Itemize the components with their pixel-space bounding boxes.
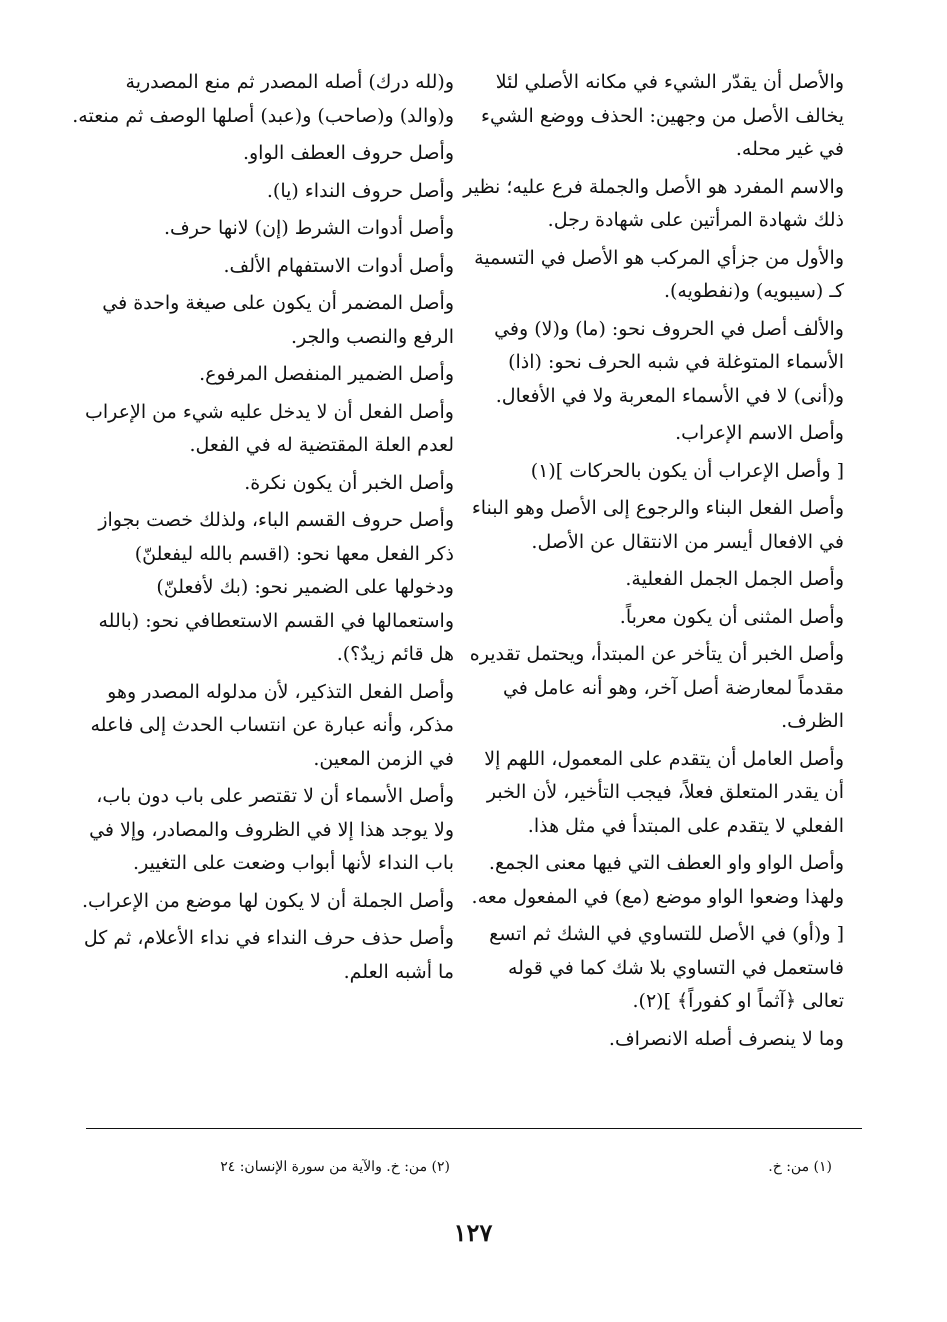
paragraph: وأصل حروف النداء (يا). (266, 179, 454, 202)
left-text-column (72, 66, 454, 993)
paragraph: [ وأصل الإعراب أن يكون بالحركات ](١) (530, 459, 844, 482)
paragraph: و(لله درك) أصله المصدر ثم منع المصدرية و(والد) و(صاحب) و(عبد) أصلها الوصف ثم منعته. (72, 71, 454, 127)
footnote-1: (١) من: خ. (768, 1159, 832, 1175)
paragraph: والاسم المفرد هو الأصل والجملة فرع عليه؛ نظير ذلك شهادة المرأتين على شهادة رجل. (463, 175, 844, 231)
paragraph: وأصل المضمر أن يكون على صيغة واحدة في الرفع والنصب والجر. (102, 292, 454, 348)
paragraph: وأصل الواو واو العطف التي فيها معنى الجمع. ولهذا وضعوا الواو موضع (مع) في المفعول معه. (471, 852, 844, 908)
paragraph: وأصل الجمل الجمل الفعلية. (625, 568, 844, 590)
paragraph: وأصل الاسم الإعراب. (675, 422, 844, 444)
paragraph: وأصل حذف حرف النداء في نداء الأعلام، ثم كل ما أشبه العلم. (83, 927, 454, 983)
paragraph: وأصل الضمير المنفصل المرفوع. (199, 363, 454, 385)
paragraph: [ و(أو) في الأصل للتساوي في الشك ثم اتسع فاستعمل في التساوي بلا شك كما في قوله تعالى ﴿آثماً او كفوراً﴾ ](٢). (489, 923, 844, 1012)
paragraph: وأصل أدوات الشرط (إن) لانها حرف. (163, 217, 454, 239)
paragraph: وأصل المثنى أن يكون معرباً. (619, 605, 844, 628)
paragraph: وأصل الخبر أن يتأخر عن المبتدأ، ويحتمل تقديره مقدماً لمعارضة أصل آخر، وهو أنه عامل في الظرف. (469, 643, 844, 732)
paragraph: وأصل الجملة أن لا يكون لها موضع من الإعراب. (81, 889, 454, 912)
paragraph: والأصل أن يقدّر الشيء في مكانه الأصلي لئلا يخالف الأصل من وجهين: الحذف ووضع الشيء في غير محله. (481, 71, 844, 160)
right-text-column (462, 66, 844, 1060)
paragraph: وأصل حروف العطف الواو. (242, 142, 454, 164)
paragraph: وأصل الفعل أن لا يدخل عليه شيء من الإعراب لعدم العلة المقتضية له في الفعل. (85, 400, 454, 456)
paragraph: وأصل الأسماء أن لا تقتصر على باب دون باب، ولا يوجد هذا إلا في الظروف والمصادر، وإلا في باب النداء لأنها أبواب وضعت على التغيير. (89, 785, 454, 874)
footnote-separator (86, 1128, 862, 1129)
paragraph: وأصل الفعل البناء والرجوع إلى الأصل وهو البناء في الافعال أيسر من الانتقال عن الأصل. (471, 497, 844, 553)
paragraph: وأصل العامل أن يتقدم على المعمول، اللهم إلا أن يقدر المتعلق فعلاً، فيجب التأخير، لأن الخبر الفعلي لا يتقدم على المبتدأ في مثل هذا. (484, 747, 844, 837)
paragraph: والأول من جزأي المركب هو الأصل في التسمية كـ (سيبويه) و(نفطويه). (474, 246, 844, 302)
paragraph: وأصل الخبر أن يكون نكرة. (244, 471, 454, 494)
paragraph: والألف أصل في الحروف نحو: (ما) و(لا) وفي الأسماء المتوغلة في شبه الحرف نحو: (اذا) و(أنى) لا في الأسماء المعربة ولا في الأفعال. (494, 317, 844, 407)
paragraph: وأصل الفعل التذكير، لأن مدلوله المصدر وهو مذكر، وأنه عبارة عن انتساب الحدث إلى فاعله في الزمن المعين. (90, 680, 454, 770)
paragraph: وما لا ينصرف أصله الانصراف. (608, 1027, 844, 1050)
paragraph: وأصل أدوات الاستفهام الألف. (223, 254, 454, 277)
footnote-2: (٢) من: خ. والآية من سورة الإنسان: ٢٤ (220, 1159, 450, 1175)
paragraph: وأصل حروف القسم الباء، ولذلك خصت بجواز ذكر الفعل معها نحو: (اقسم بالله ليفعلنّ) ودخولها على الضمير نحو: (بك لأفعلنّ) واستعمالها في القسم الاستعطافي نحو: (بالله هل قائم زيدٌ؟). (98, 509, 454, 665)
page-number: ١٢٧ (453, 1218, 493, 1247)
